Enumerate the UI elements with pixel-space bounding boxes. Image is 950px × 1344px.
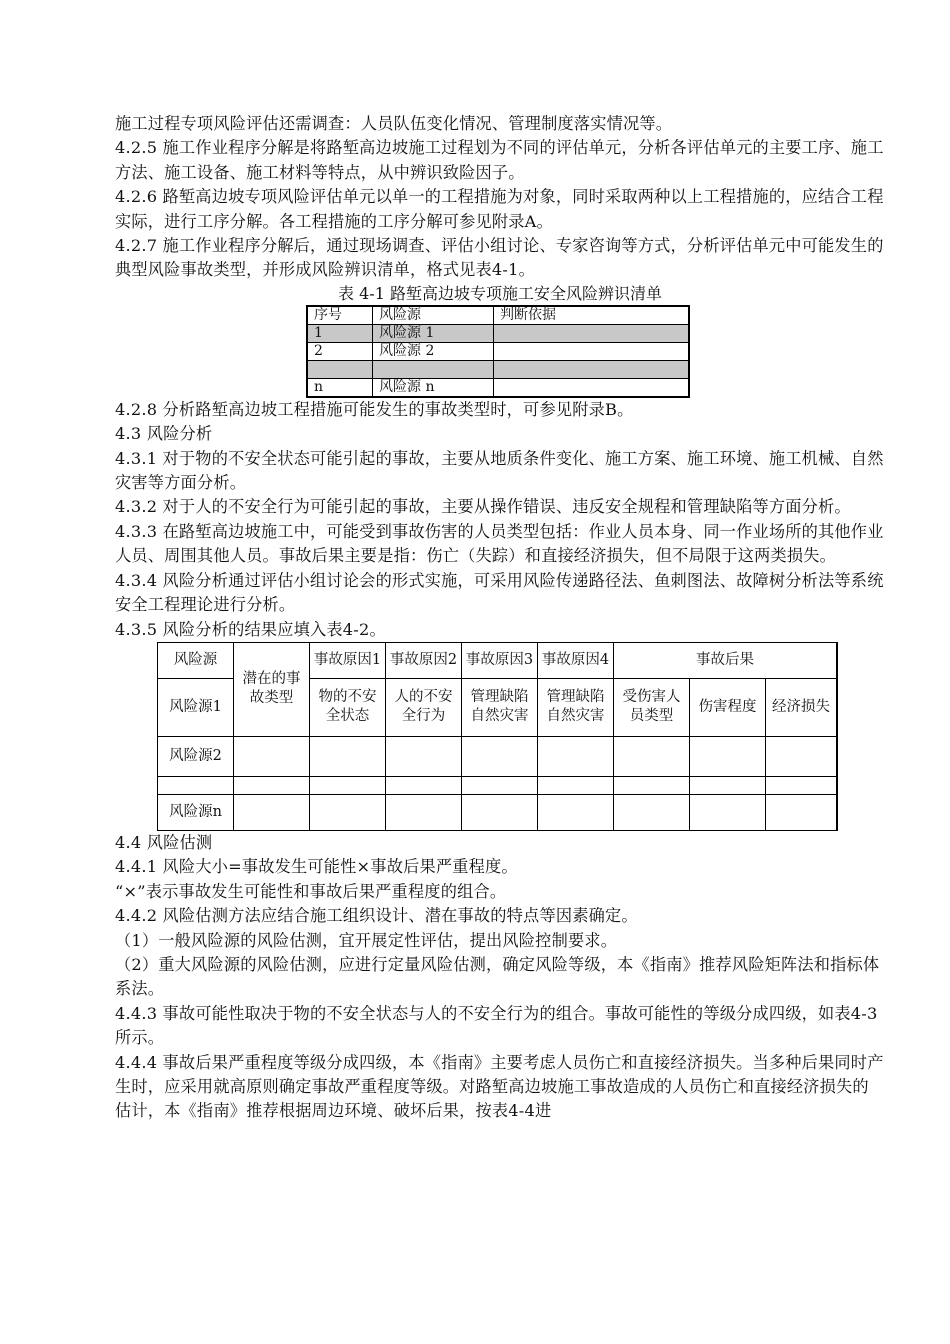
table-header-cell: 事故原因2: [386, 642, 462, 678]
table-row: [307, 324, 689, 342]
section-heading: 4.4 风险估测: [115, 832, 213, 852]
paragraph: 4.4.1 风险大小=事故发生可能性×事故后果严重程度。: [115, 857, 518, 877]
table-header-cell: 风险源: [373, 306, 494, 325]
table-cell: 风险源2: [158, 736, 234, 776]
paragraph: 4.2.6 路堑高边坡专项风险评估单元以单一的工程措施为对象，同时采取两种以上工程措施的，应结合工程实际，进行工序分解。各工程措施的工序分解可参见附录A。: [115, 187, 884, 231]
table-row: [307, 342, 689, 360]
table-header-cell: 风险源: [158, 642, 234, 678]
table-cell: [766, 776, 838, 794]
table-row: [158, 736, 838, 776]
table-cell: [614, 776, 690, 794]
paragraph: 4.3.2 对于人的不安全行为可能引起的事故，主要从操作错误、违反安全规程和管理缺陷等方面分析。: [115, 497, 851, 517]
paragraph: 4.3.5 风险分析的结果应填入表4-2。: [115, 619, 386, 639]
table-cell: [310, 776, 386, 794]
table-cell: [494, 360, 690, 378]
table-cell: 管理缺陷自然灾害: [538, 678, 614, 736]
table-cell: [690, 736, 766, 776]
paragraph: 4.2.7 施工作业程序分解后，通过现场调查、评估小组讨论、专家咨询等方式，分析评估单元中可能发生的典型风险事故类型，并形成风险辨识清单，格式见表4-1。: [115, 236, 884, 280]
table-header-row: [158, 642, 838, 678]
table-cell: [494, 378, 690, 397]
document-page: [115, 112, 885, 1124]
table-cell: [766, 794, 838, 830]
table-cell: [690, 794, 766, 830]
table-header-cell: 事故原因4: [538, 642, 614, 678]
paragraph: （1）一般风险源的风险估测，宜开展定性评估，提出风险控制要求。: [115, 930, 618, 950]
table-cell: [386, 776, 462, 794]
table-row: [307, 360, 689, 378]
table-cell: [310, 794, 386, 830]
paragraph: 4.2.8 分析路堑高边坡工程措施可能发生的事故类型时，可参见附录B。: [115, 399, 634, 419]
table-caption: 表 4-1 路堑高边坡专项施工安全风险辨识清单: [338, 283, 662, 303]
table-cell: [386, 736, 462, 776]
table-header-cell: 判断依据: [494, 306, 690, 325]
table-header-cell: 序号: [307, 306, 373, 325]
table-header-cell: 事故原因3: [462, 642, 538, 678]
table-cell: 伤害程度: [690, 678, 766, 736]
table-row: [307, 378, 689, 397]
table-cell: [462, 776, 538, 794]
table-cell: [307, 360, 373, 378]
table-cell: 风险源 1: [373, 324, 494, 342]
table-cell: 风险源n: [158, 794, 234, 830]
section-heading: 4.3 风险分析: [115, 424, 213, 444]
table-row: [158, 794, 838, 830]
table-cell: [614, 794, 690, 830]
table-cell: [538, 794, 614, 830]
table-cell: 风险源 2: [373, 342, 494, 360]
paragraph: 4.3.3 在路堑高边坡施工中，可能受到事故伤害的人员类型包括：作业人员本身、同一作业场所的其他作业人员、周围其他人员。事故后果主要是指：伤亡（失踪）和直接经济损失，但不局限于这两类损失。: [115, 521, 884, 566]
table-cell: [462, 736, 538, 776]
paragraph: 4.3.1 对于物的不安全状态可能引起的事故，主要从地质条件变化、施工方案、施工环境、施工机械、自然灾害等方面分析。: [115, 448, 884, 493]
paragraph: 4.4.2 风险估测方法应结合施工组织设计、潜在事故的特点等因素确定。: [115, 906, 638, 926]
table-cell: 人的不安全行为: [386, 678, 462, 736]
paragraph: 4.4.4 事故后果严重程度等级分成四级，本《指南》主要考虑人员伤亡和直接经济损失。当多种后果同时产生时，应采用就高原则确定事故严重程度等级。对路堑高边坡施工事故造成的人员伤亡和直接经济损失的估计，本《指南》推荐根据周边环境、破坏后果，按表4-4进: [115, 1052, 884, 1121]
table-cell: [158, 776, 234, 794]
table-cell: 受伤害人员类型: [614, 678, 690, 736]
table-cell: [494, 324, 690, 342]
table-header-cell: 事故原因1: [310, 642, 386, 678]
risk-analysis-table: [157, 642, 838, 831]
paragraph: 4.2.5 施工作业程序分解是将路堑高边坡施工过程划为不同的评估单元，分析各评估单元的主要工序、施工方法、施工设备、施工材料等特点，从中辨识致险因子。: [115, 138, 884, 182]
table-cell: 经济损失: [766, 678, 838, 736]
table-row: [158, 776, 838, 794]
table-cell: [538, 776, 614, 794]
paragraph: 4.3.4 风险分析通过评估小组讨论会的形式实施，可采用风险传递路径法、鱼刺图法、故障树分析法等系统安全工程理论进行分析。: [115, 570, 884, 615]
table-cell: [310, 736, 386, 776]
paragraph: （2）重大风险源的风险估测，应进行定量风险估测，确定风险等级，本《指南》推荐风险矩阵法和指标体系法。: [115, 954, 880, 999]
table-header-cell: 潜在的事故类型: [234, 642, 310, 736]
table-cell: [538, 736, 614, 776]
table-header-row: [307, 306, 689, 325]
table-cell: [234, 776, 310, 794]
table-cell: 风险源1: [158, 678, 234, 736]
table-cell: [462, 794, 538, 830]
table-cell: [234, 794, 310, 830]
table-cell: [614, 736, 690, 776]
paragraph: 施工过程专项风险评估还需调查：人员队伍变化情况、管理制度落实情况等。: [115, 114, 673, 133]
risk-identification-table: [306, 305, 690, 398]
paragraph: 4.4.3 事故可能性取决于物的不安全状态与人的不安全行为的组合。事故可能性的等级分成四级，如表4-3所示。: [115, 1003, 878, 1048]
paragraph: “×”表示事故发生可能性和事故后果严重程度的组合。: [115, 881, 507, 901]
table-cell: 管理缺陷自然灾害: [462, 678, 538, 736]
table-header-cell: 事故后果: [614, 642, 838, 678]
table-cell: [234, 736, 310, 776]
table-cell: [373, 360, 494, 378]
table-cell: [494, 342, 690, 360]
table-cell: [766, 736, 838, 776]
table-cell: 风险源 n: [373, 378, 494, 397]
table-cell: [386, 794, 462, 830]
table-cell: [690, 776, 766, 794]
table-cell: 2: [307, 342, 373, 360]
table-cell: n: [307, 378, 373, 397]
table-cell: 1: [307, 324, 373, 342]
table-cell: 物的不安全状态: [310, 678, 386, 736]
